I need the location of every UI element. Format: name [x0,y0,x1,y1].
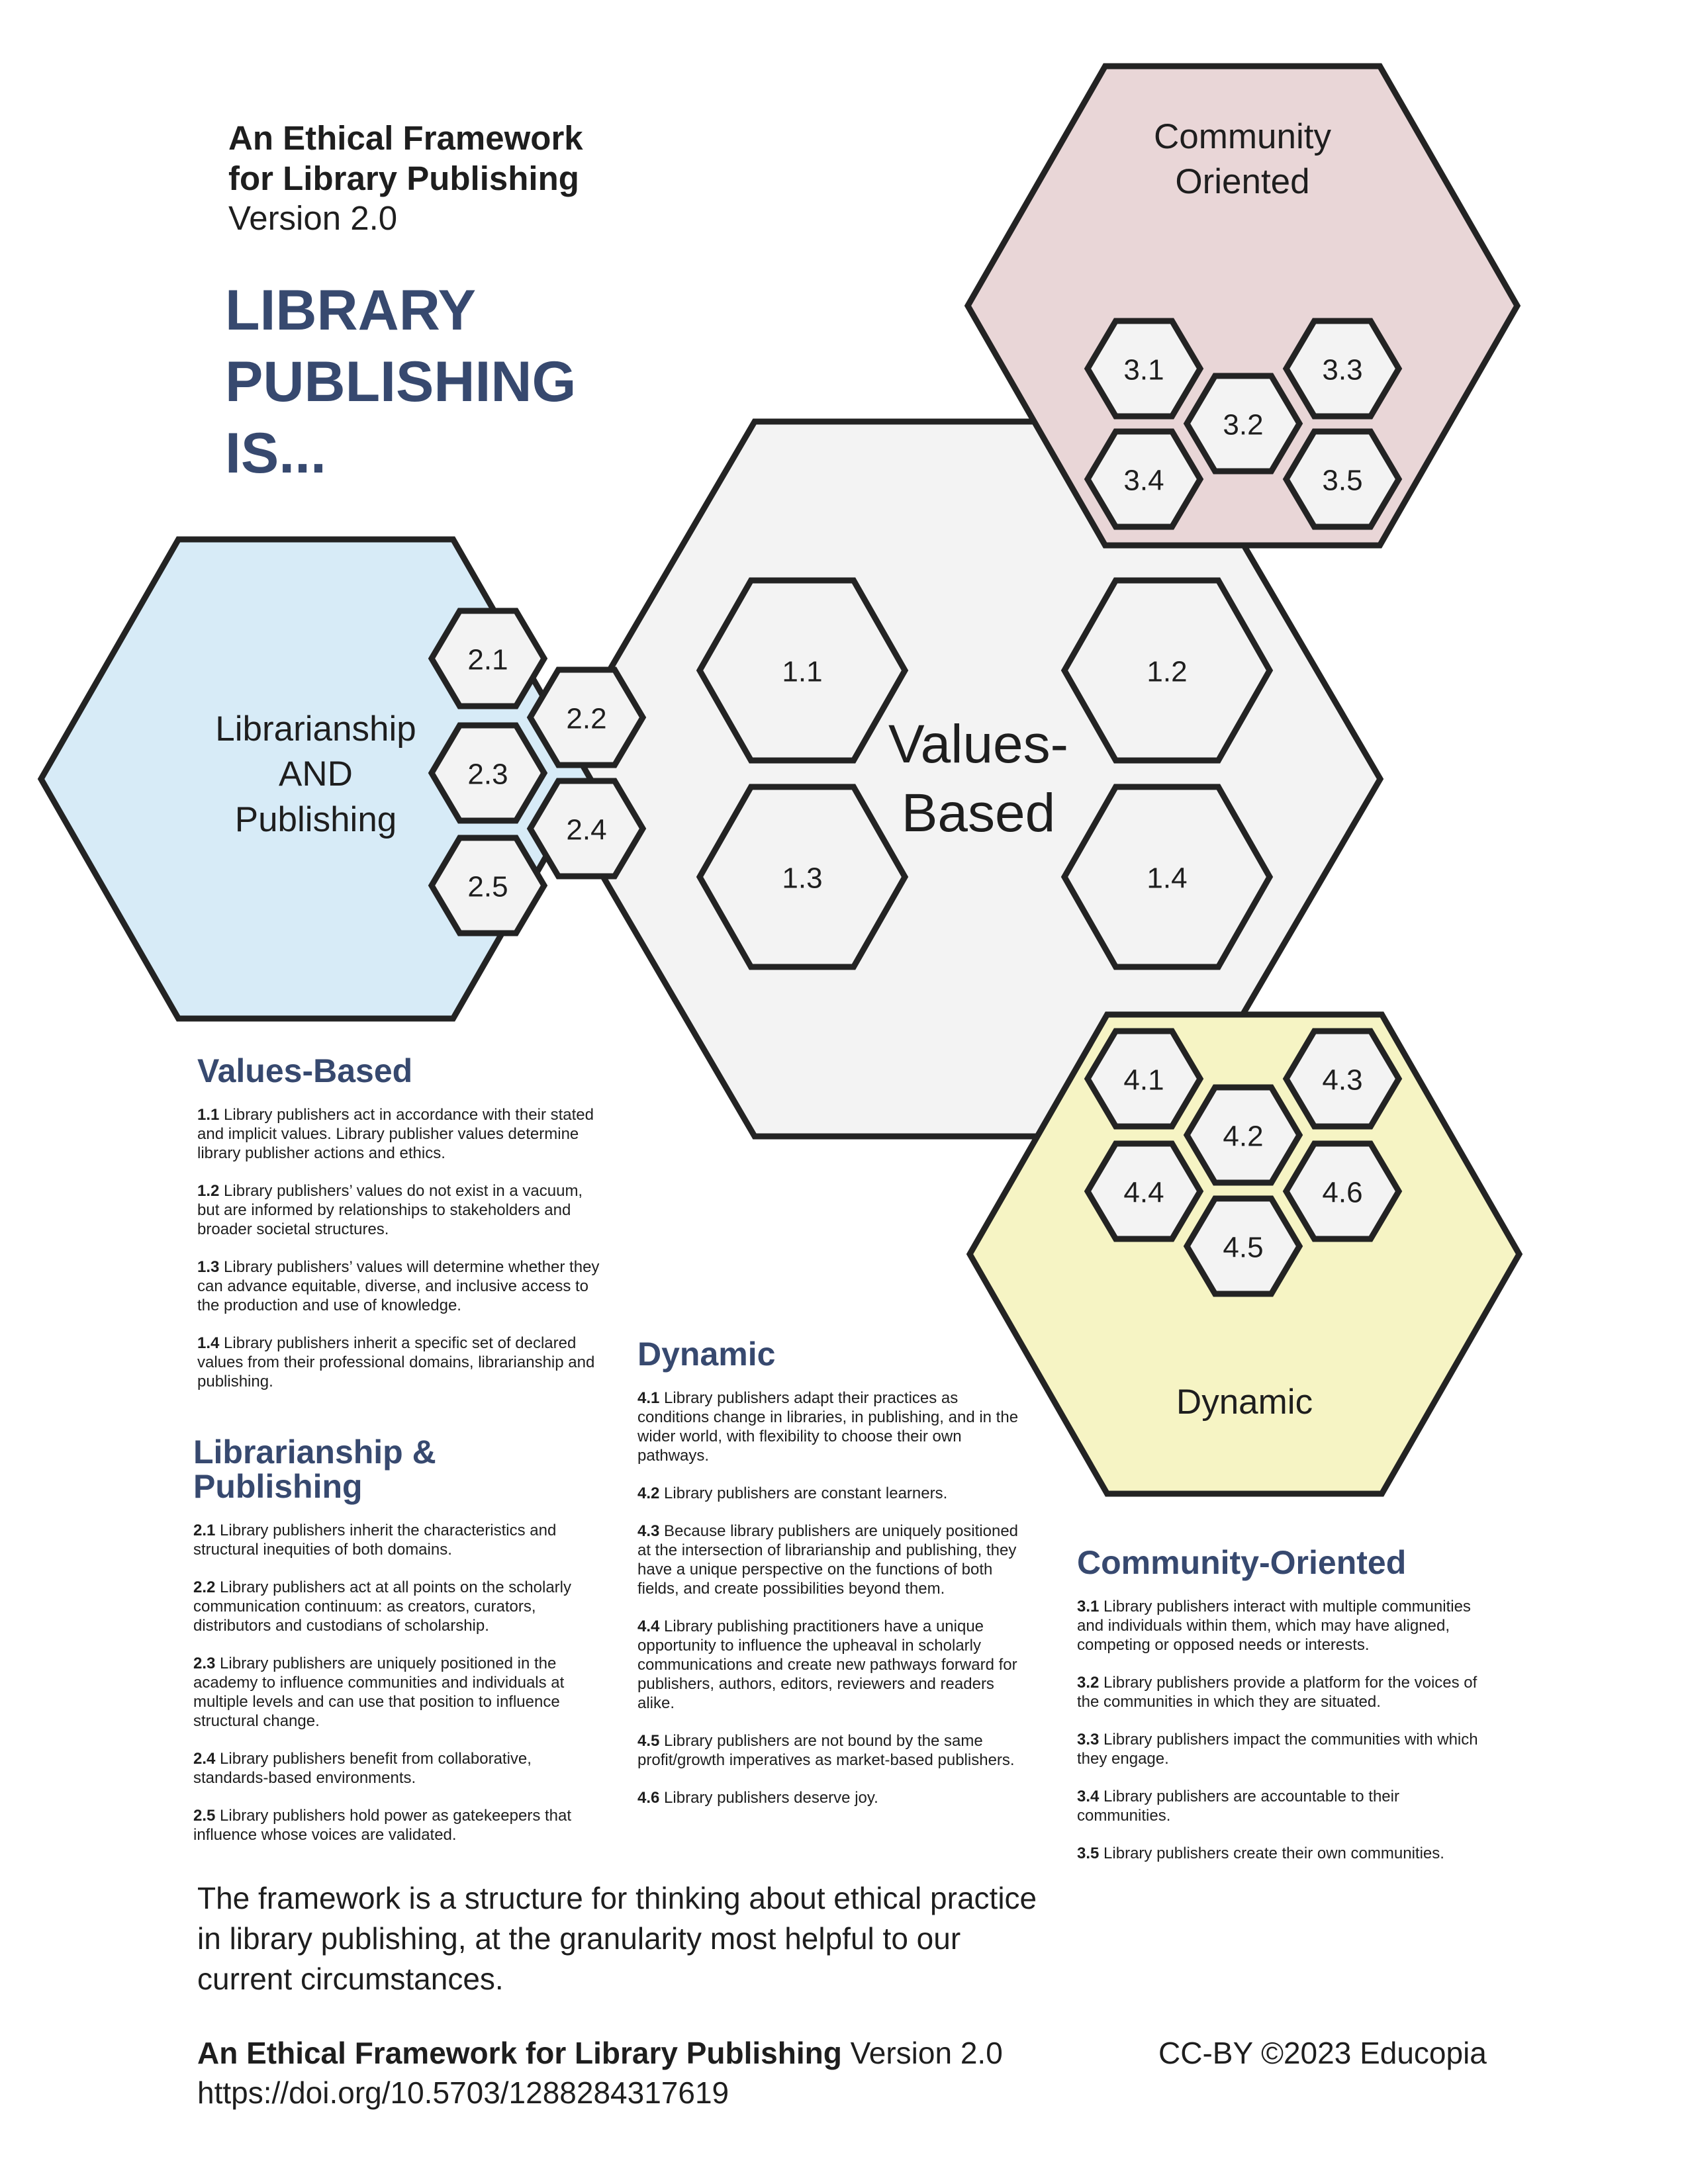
item-text: Library publishers benefit from collaborative, standards-based environments. [193,1750,532,1787]
values-item-1-2 [197,1181,601,1239]
values-hex-label-line2: Based [901,783,1056,843]
librarianship-hex-label-line2: AND [279,754,353,794]
item-number: 3.4 [1077,1788,1100,1805]
community-item-3-1 [1077,1597,1487,1655]
item-text: Library publishers are constant learners. [664,1484,948,1502]
footer-title: An Ethical Framework for Library Publishing [197,2036,842,2070]
hex-label-2-4: 2.4 [566,813,607,846]
community-section-title: Community-Oriented [1077,1544,1407,1581]
values-item-1-1 [197,1105,601,1163]
hex-label-4-4: 4.4 [1123,1176,1164,1209]
hex-label-2-1: 2.1 [467,643,508,676]
dynamic-item-4-3 [637,1522,1028,1598]
item-number: 4.2 [637,1484,660,1502]
values-item-1-4 [197,1334,601,1391]
item-number: 2.4 [193,1750,216,1768]
librarianship-section [193,1435,607,1863]
hex-label-3-1: 3.1 [1123,353,1164,387]
hex-label-4-6: 4.6 [1322,1176,1363,1209]
item-text: Library publishers are uniquely positioned in the academy to influence communities and individuals at multiple levels and can use that position to influence structural change. [193,1655,565,1730]
dynamic-item-4-6 [637,1788,1028,1807]
item-text: Library publishers hold power as gatekeepers that influence whose voices are validated. [193,1807,572,1844]
librarianship-item-2-4 [193,1749,607,1788]
item-number: 4.5 [637,1732,660,1750]
item-text: Library publishers act at all points on the scholarly communication continuum: as creators, curators, distributors and custodians of scholarship. [193,1578,571,1635]
hex-label-1-3: 1.3 [782,862,823,895]
librarianship-item-2-5 [193,1806,607,1844]
community-item-list [1077,1597,1487,1863]
framework-tagline: The framework is a structure for thinking about ethical practice in library publishing, at the granularity most helpful to our current circumstances. [197,1881,1037,1996]
community-item-3-4 [1077,1787,1487,1825]
values-section [197,1054,601,1410]
community-item-3-2 [1077,1673,1487,1711]
item-number: 1.1 [197,1106,220,1124]
item-number: 4.3 [637,1522,660,1540]
page-heading-line3: IS... [225,422,326,485]
item-text: Library publishers are not bound by the same profit/growth imperatives as market-based publishers. [637,1732,1015,1769]
librarianship-item-list [193,1521,607,1844]
item-number: 3.2 [1077,1674,1100,1692]
dynamic-section [637,1337,1028,1826]
framework-version: Version 2.0 [228,199,398,237]
dynamic-item-4-1 [637,1388,1028,1465]
hex-label-2-2: 2.2 [566,702,607,735]
dynamic-item-4-5 [637,1731,1028,1770]
librarianship-item-2-3 [193,1654,607,1731]
item-number: 2.3 [193,1655,216,1672]
page-heading [225,275,576,489]
librarianship-item-2-1 [193,1521,607,1559]
dynamic-hex-label: Dynamic [1176,1383,1313,1422]
values-item-1-3 [197,1257,601,1315]
footer-version: Version 2.0 [841,2036,1003,2070]
footer-license: CC-BY ©2023 Educopia [1158,2036,1487,2070]
community-hex-label-line2: Oriented [1175,162,1310,201]
values-hex-label-line1: Values- [888,714,1068,774]
hex-label-4-3: 4.3 [1322,1064,1363,1097]
item-number: 3.3 [1077,1731,1100,1749]
item-text: Library publishers deserve joy. [664,1789,878,1807]
item-number: 3.1 [1077,1598,1100,1615]
hex-label-3-5: 3.5 [1322,464,1363,497]
hex-label-4-5: 4.5 [1223,1231,1264,1264]
dynamic-item-list [637,1388,1028,1807]
community-item-3-3 [1077,1730,1487,1768]
hex-label-1-2: 1.2 [1147,655,1188,688]
item-number: 2.2 [193,1578,216,1596]
item-text: Library publishers create their own communities. [1103,1844,1444,1862]
item-number: 1.3 [197,1258,220,1276]
hex-label-2-3: 2.3 [467,758,508,791]
item-text: Library publishers adapt their practices as conditions change in libraries, in publishing, and in the wider world, with flexibility to choose their own pathways. [637,1389,1019,1465]
item-text: Library publishers inherit a specific set of declared values from their professional domains, librarianship and publishing. [197,1334,595,1390]
community-hex-label-line1: Community [1153,117,1332,156]
item-number: 4.1 [637,1389,660,1407]
librarianship-hex-label-line1: Librarianship [215,709,416,749]
librarianship-section-title-line1: Librarianship & [193,1433,436,1471]
page-heading-line2: PUBLISHING [225,350,577,414]
dynamic-item-4-4 [637,1617,1028,1713]
community-item-3-5 [1077,1844,1487,1863]
community-section [1077,1545,1487,1882]
item-text: Library publishers provide a platform for the voices of the communities in which they are situated. [1077,1674,1477,1711]
footer-citation [197,2033,1003,2073]
item-number: 2.1 [193,1522,216,1539]
hex-label-1-1: 1.1 [782,655,823,688]
hex-label-4-2: 4.2 [1223,1120,1264,1153]
item-text: Library publishers’ values will determine whether they can advance equitable, diverse, and inclusive access to the production and use of knowledge. [197,1258,600,1314]
item-number: 1.2 [197,1182,220,1200]
hex-label-3-4: 3.4 [1123,464,1164,497]
item-number: 2.5 [193,1807,216,1825]
framework-title [228,118,583,199]
dynamic-item-4-2 [637,1484,1028,1503]
item-text: Library publishers are accountable to their communities. [1077,1788,1399,1825]
dynamic-section-title: Dynamic [637,1336,776,1373]
item-text: Because library publishers are uniquely positioned at the intersection of librarianship and publishing, they have a unique perspective on the functions of both fields, and create possibilities beyond them. [637,1522,1019,1598]
hex-label-3-2: 3.2 [1223,408,1264,441]
values-item-list [197,1105,601,1391]
item-text: Library publishers impact the communities with which they engage. [1077,1731,1478,1768]
item-text: Library publishers interact with multiple communities and individuals within them, which may have aligned, competing or opposed needs or interests. [1077,1598,1471,1654]
framework-title-line1: An Ethical Framework [228,119,583,157]
item-text: Library publishers’ values do not exist in a vacuum, but are informed by relationships to stakeholders and broader societal structures. [197,1182,583,1238]
hex-label-4-1: 4.1 [1123,1064,1164,1097]
item-number: 4.6 [637,1789,660,1807]
framework-title-line2: for Library Publishing [228,159,579,197]
librarianship-section-title-line2: Publishing [193,1468,363,1505]
librarianship-hex-label-line3: Publishing [234,800,397,839]
item-number: 4.4 [637,1617,660,1635]
item-number: 3.5 [1077,1844,1100,1862]
item-text: Library publishers act in accordance with their stated and implicit values. Library publisher values determine library publisher actions and ethics. [197,1106,594,1162]
hex-label-2-5: 2.5 [467,870,508,903]
values-section-title: Values-Based [197,1052,413,1089]
item-number: 1.4 [197,1334,220,1352]
footer-doi-link[interactable]: https://doi.org/10.5703/1288284317619 [197,2075,729,2110]
page-heading-line1: LIBRARY [225,279,477,342]
item-text: Library publishers inherit the characteristics and structural inequities of both domains. [193,1522,557,1559]
item-text: Library publishing practitioners have a unique opportunity to influence the upheaval in scholarly communications and create new pathways forward for publishers, authors, editors, reviewers and readers alike. [637,1617,1017,1712]
librarianship-item-2-2 [193,1578,607,1635]
hex-label-3-3: 3.3 [1322,353,1363,387]
hex-label-1-4: 1.4 [1147,862,1188,895]
